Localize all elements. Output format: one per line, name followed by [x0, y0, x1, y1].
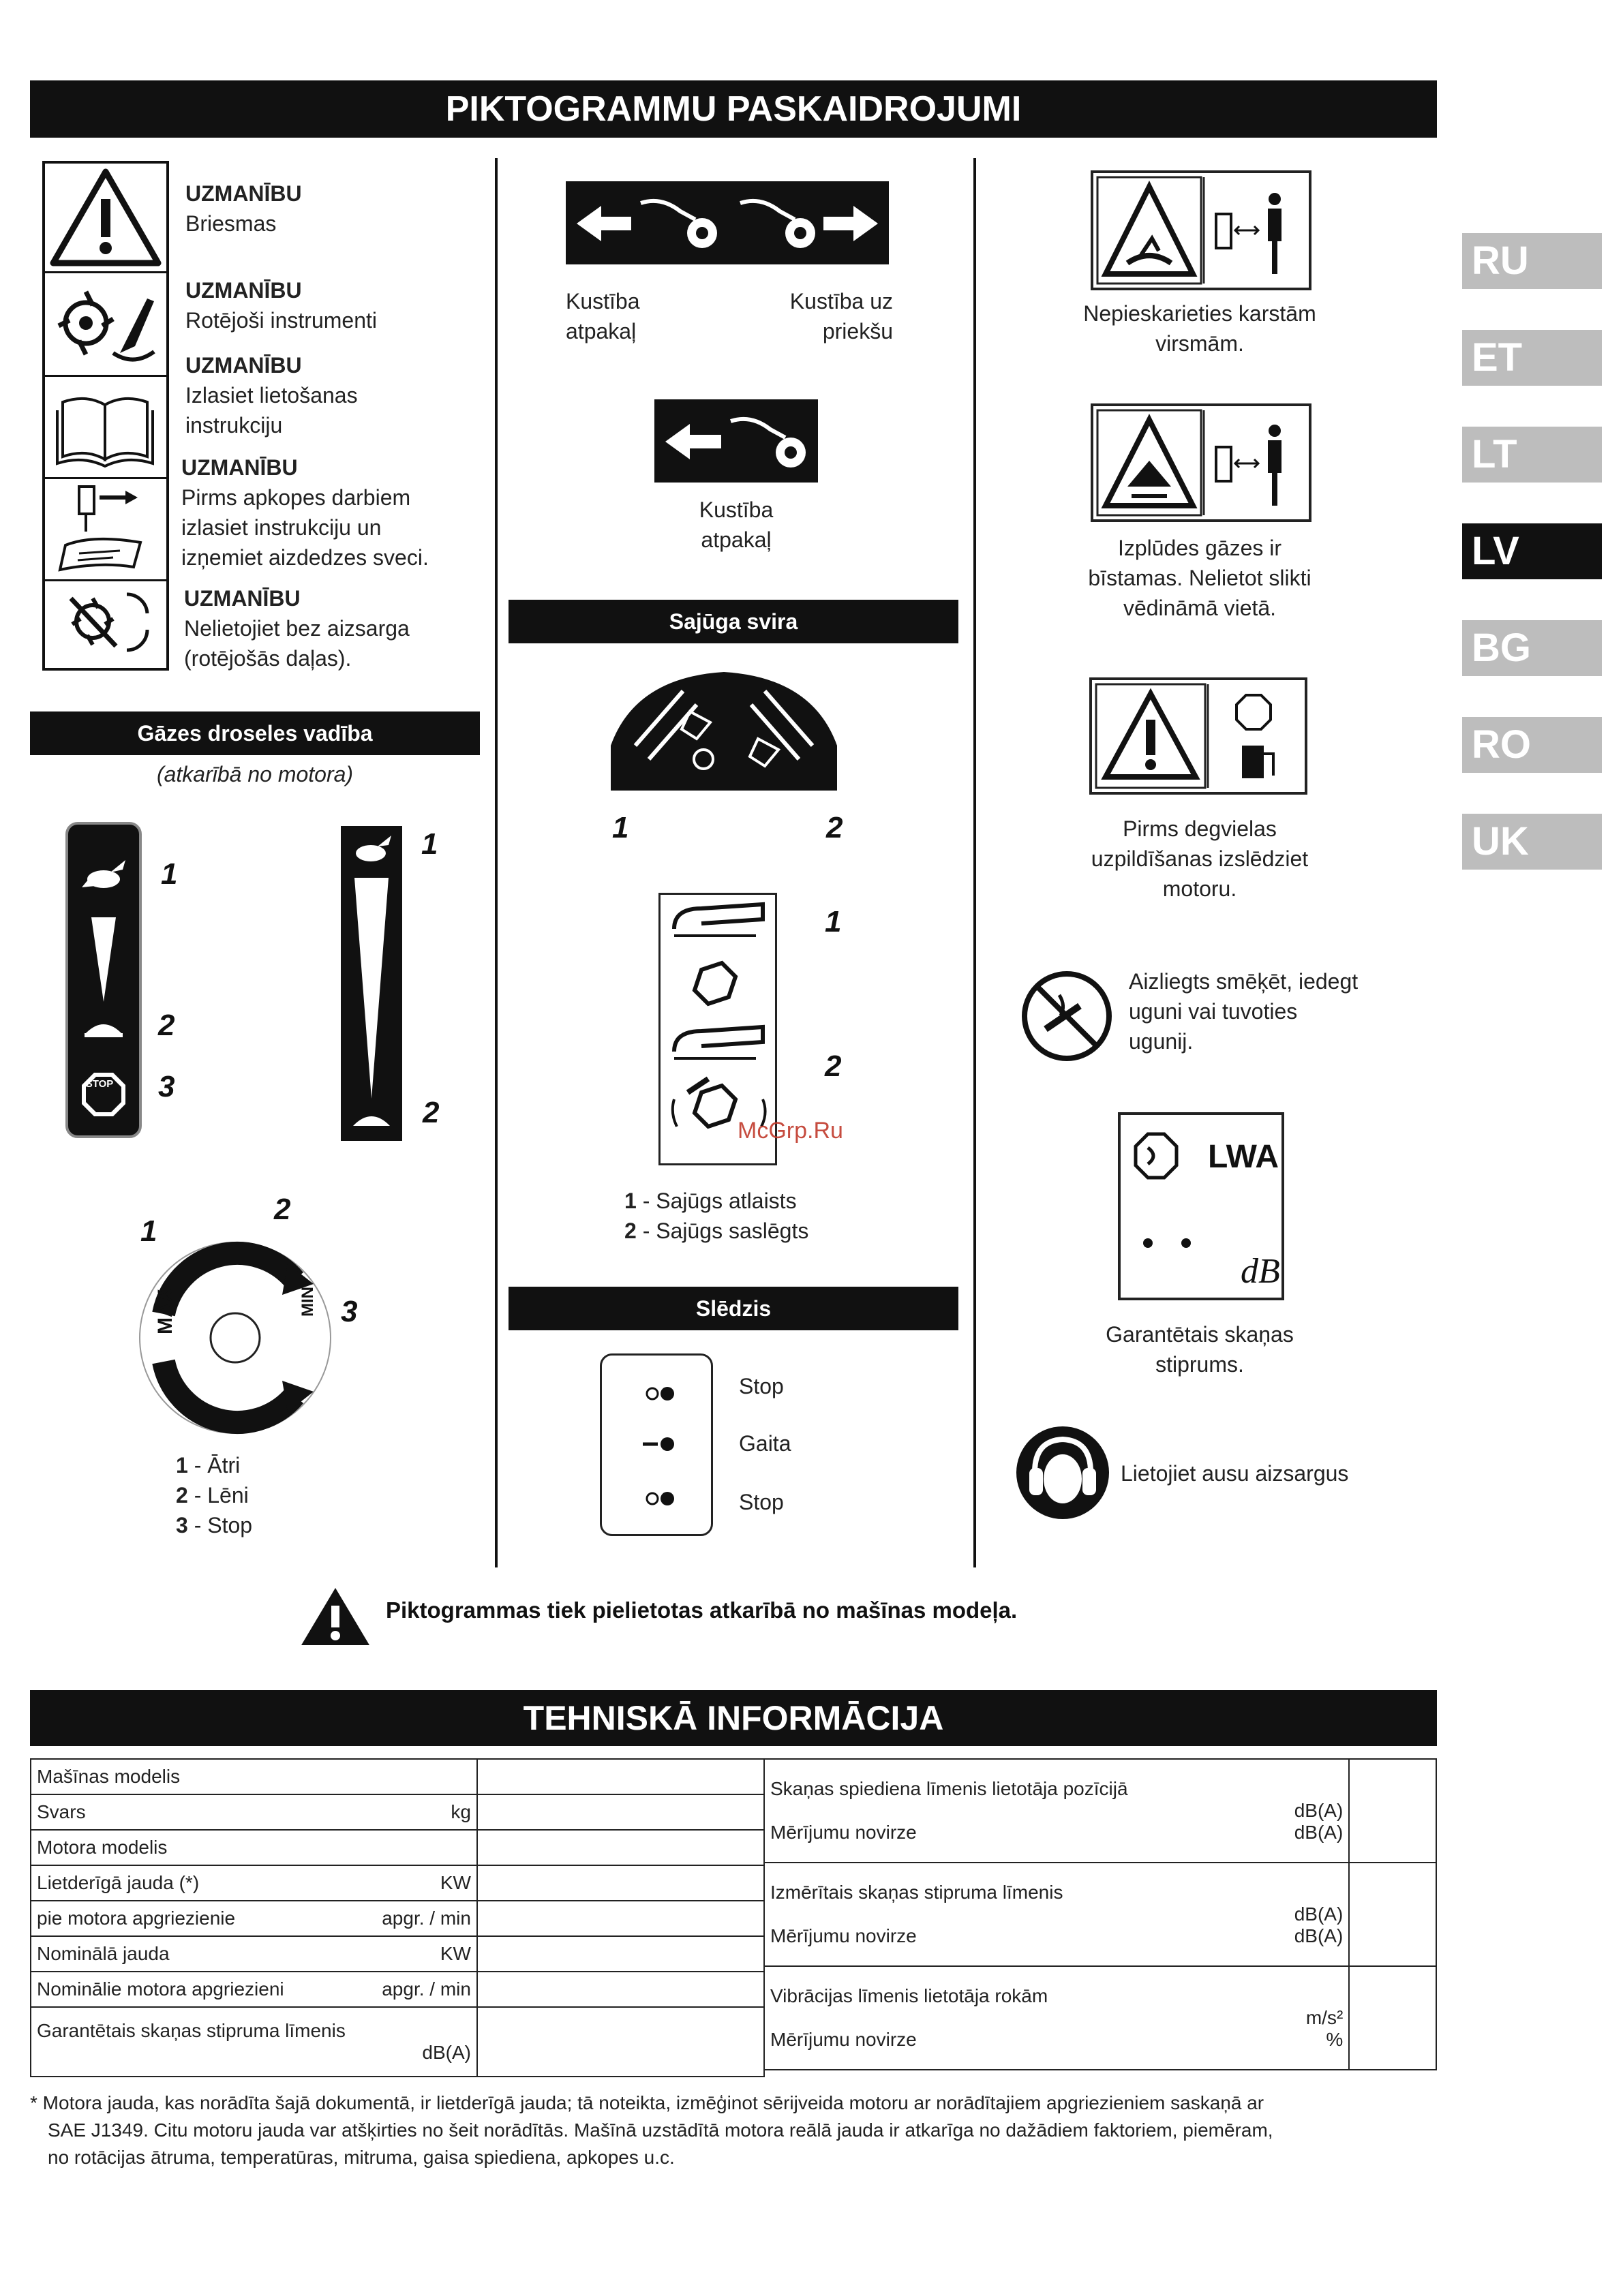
warning-line: Izlasiet lietošanas: [185, 383, 358, 408]
table-row: [31, 1936, 764, 1972]
label-line: Kustība: [566, 289, 640, 313]
label-line: uzpildīšanas izslēdziet: [1091, 846, 1309, 871]
value-cell: [1349, 1863, 1436, 1966]
label-line: bīstamas. Nelietot slikti: [1088, 566, 1311, 590]
knob-number: 2: [274, 1193, 291, 1226]
ear-protection-text: Lietojiet ausu aizsargus: [1121, 1461, 1349, 1486]
warning-icon-strip: [42, 161, 169, 671]
unit-text: dB(A): [422, 2042, 471, 2063]
warning-guard-text: [184, 583, 410, 673]
label-text: Garantētais skaņas stipruma līmenis: [37, 2020, 346, 2041]
column-divider: [973, 158, 976, 1567]
exhaust-gas-pictogram: [1091, 403, 1311, 522]
legend-text: Ātri: [207, 1453, 241, 1478]
sound-power-text: [1050, 1319, 1350, 1379]
warning-danger-text: [185, 179, 302, 239]
warning-line: izņemiet aizdedzes sveci.: [181, 545, 429, 570]
table-row: [764, 1759, 1436, 1863]
warning-heading: UZMANĪBU: [181, 455, 298, 480]
label-line: virsmām.: [1155, 331, 1244, 356]
label-text: Lietderīgā jauda (*): [37, 1872, 200, 1893]
clutch-section-header: Sajūga svira: [509, 600, 958, 643]
watermark: McGrp.Ru: [738, 1118, 843, 1144]
legend-text: Lēni: [207, 1483, 249, 1507]
warning-rotating-text: [185, 275, 377, 335]
label-line: Aizliegts smēķēt, iedegt: [1129, 969, 1359, 994]
throttle-lever-panel: [65, 822, 142, 1138]
knob-max-label: MAX: [154, 1289, 177, 1334]
label-text: Mērījumu novirze: [770, 1925, 917, 1946]
unit-text: apgr. / min: [382, 1978, 471, 2000]
label-line: Kustība uz: [789, 289, 893, 313]
ear-protection-icon: [1014, 1424, 1111, 1521]
table-row: [31, 1901, 764, 1936]
page-title-banner: [30, 80, 1437, 138]
warning-line: (rotējošās daļas).: [184, 646, 352, 671]
value-cell: [477, 1794, 764, 1830]
footnote: [30, 2090, 1441, 2171]
footnote-line: no rotācijas ātruma, temperatūras, mitruma, gaisa spiediena, apkopes u.c.: [48, 2147, 675, 2168]
cell-label: [31, 1936, 477, 1972]
knob-number: 3: [341, 1295, 358, 1328]
legend-text: Sajūgs saslēgts: [656, 1219, 809, 1243]
label-line: stiprums.: [1155, 1352, 1244, 1377]
warning-heading: UZMANĪBU: [184, 586, 301, 611]
rabbit-icon: [82, 860, 125, 888]
throttle-section-header: Gāzes droseles vadība: [30, 711, 480, 755]
tech-info-banner: [30, 1690, 1437, 1746]
throttle-knob[interactable]: [136, 1239, 334, 1437]
clutch-number: 2: [826, 811, 843, 844]
arrow-right-icon: [823, 206, 878, 241]
value-cell: [1349, 1966, 1436, 2070]
table-row: [31, 1830, 764, 1865]
label-line: uguni vai tuvoties: [1129, 999, 1298, 1024]
refuel-engine-off-pictogram: [1089, 677, 1307, 795]
warning-maintenance-text: [181, 453, 429, 572]
label-text: Vibrācijas līmenis lietotāja rokām: [770, 1985, 1048, 2006]
lang-tab-lt[interactable]: LT: [1462, 427, 1602, 483]
turtle-icon: [353, 1116, 390, 1126]
label-text: Nominālie motora apgriezieni: [37, 1978, 284, 2000]
throttle-number: 3: [158, 1070, 175, 1103]
no-smoking-text: [1129, 966, 1358, 1056]
warning-heading: UZMANĪBU: [185, 353, 302, 378]
reverse-pictogram: [654, 399, 818, 483]
movement-pictogram: [566, 181, 889, 264]
throttle-lever-panel-alt: [341, 826, 402, 1141]
warning-line: Rotējoši instrumenti: [185, 308, 377, 333]
cell-label: [764, 1759, 1349, 1863]
danger-icon: [45, 164, 166, 273]
label-line: Izplūdes gāzes ir: [1117, 536, 1282, 560]
warning-triangle-icon: [299, 1585, 372, 1648]
switch-section-header: Slēdzis: [509, 1287, 958, 1330]
table-row: [31, 2007, 764, 2077]
unit-text: apgr. / min: [382, 1908, 471, 1929]
lang-tab-uk[interactable]: UK: [1462, 814, 1602, 870]
table-row: [764, 1966, 1436, 2070]
unit-text: dB(A): [1294, 1800, 1344, 1821]
label-text: Svars: [37, 1801, 86, 1822]
knob-number: 1: [140, 1214, 157, 1248]
legend-number: 1: [624, 1189, 637, 1213]
label-text: Nominālā jauda: [37, 1943, 170, 1964]
exhaust-gas-text: [1050, 533, 1350, 623]
lang-tab-bg[interactable]: BG: [1462, 620, 1602, 676]
value-cell: [477, 1830, 764, 1865]
cell-label: [31, 1865, 477, 1901]
legend-number: 2: [624, 1219, 637, 1243]
label-text: Mērījumu novirze: [770, 2029, 917, 2050]
turtle-icon: [85, 1024, 123, 1037]
label-text: Izmērītais skaņas stipruma līmenis: [770, 1882, 1063, 1903]
footnote-line: * Motora jauda, kas norādīta šajā dokumentā, ir lietderīgā jauda; tā noteikta, izmēģinot sērijveida motoru ar norādītajiem apgriezieniem saskaņā ar: [30, 2092, 1264, 2113]
warning-manual-text: [185, 350, 358, 440]
lang-tab-ru[interactable]: RU: [1462, 233, 1602, 289]
page-title: PIKTOGRAMMU PASKAIDROJUMI: [445, 89, 1022, 129]
legend-number: 2: [176, 1483, 188, 1507]
table-row: [31, 1972, 764, 2007]
throttle-number: 1: [161, 857, 178, 891]
unit-text: dB(A): [1294, 1903, 1344, 1925]
value-cell: [1349, 1759, 1436, 1863]
unit-text: %: [1326, 2029, 1344, 2050]
cell-label: [31, 1972, 477, 2007]
throttle-subtitle: (atkarībā no motora): [156, 762, 354, 786]
tech-table-right: [763, 1758, 1437, 2070]
switch-run-label: Gaita: [739, 1431, 791, 1456]
no-guard-icon: [45, 579, 166, 668]
rotating-tools-icon: [45, 271, 166, 377]
legend-text: Stop: [207, 1513, 253, 1537]
warning-line: Briesmas: [185, 211, 277, 236]
pictogram-note: Piktogrammas tiek pielietotas atkarībā no mašīnas modeļa.: [386, 1597, 1018, 1623]
label-text: pie motora apgriezienie: [37, 1908, 236, 1929]
label-line: priekšu: [822, 319, 893, 343]
label-line: atpakaļ: [701, 527, 772, 552]
hot-surface-pictogram: [1091, 170, 1311, 290]
warning-heading: UZMANĪBU: [185, 278, 302, 303]
cell-label: [764, 1966, 1349, 2070]
value-cell: [477, 1936, 764, 1972]
legend-number: 1: [176, 1453, 188, 1478]
switch-stop-label: Stop: [739, 1374, 784, 1398]
refuel-text: [1050, 814, 1350, 904]
legend-text: Sajūgs atlaists: [656, 1189, 797, 1213]
label-line: Pirms degvielas: [1123, 816, 1277, 841]
label-text: Skaņas spiediena līmenis lietotāja pozīcijā: [770, 1778, 1128, 1799]
ignition-switch-icon[interactable]: [600, 1353, 713, 1536]
clutch-number: 1: [825, 905, 842, 938]
clutch-number: 1: [612, 811, 629, 844]
arrow-left-icon: [577, 206, 631, 241]
maintenance-spark-plug-icon: [45, 477, 166, 581]
value-cell: [477, 1759, 764, 1794]
label-line: Garantētais skaņas: [1106, 1322, 1294, 1347]
cell-label: Mašīnas modelis: [31, 1759, 477, 1794]
label-line: Kustība: [699, 498, 774, 522]
lang-tab-et[interactable]: ET: [1462, 330, 1602, 386]
lang-tab-ro[interactable]: RO: [1462, 717, 1602, 773]
lang-tab-lv[interactable]: LV: [1462, 523, 1602, 579]
warning-line: instrukciju: [185, 413, 283, 438]
warning-line: Pirms apkopes darbiem: [181, 485, 411, 510]
tech-table-left: [30, 1758, 765, 2077]
cell-label: [31, 2007, 477, 2077]
label-line: ugunij.: [1129, 1029, 1194, 1054]
hot-surface-text: [1050, 299, 1350, 358]
column-divider: [495, 158, 498, 1567]
table-row: [31, 1865, 764, 1901]
reverse-label: [654, 495, 818, 555]
label-text: Mērījumu novirze: [770, 1822, 917, 1843]
db-label: dB: [1241, 1252, 1280, 1291]
value-cell: [477, 1865, 764, 1901]
throttle-number: 1: [421, 827, 438, 861]
label-line: vēdināmā vietā.: [1123, 596, 1277, 620]
value-cell: [477, 1972, 764, 2007]
warning-line: Nelietojiet bez aizsarga: [184, 616, 410, 641]
unit-text: kg: [451, 1801, 471, 1822]
clutch-lever-icon: [608, 664, 840, 793]
switch-stop-label: Stop: [739, 1490, 784, 1514]
warning-heading: UZMANĪBU: [185, 181, 302, 206]
value-cell: [477, 1901, 764, 1936]
unit-text: KW: [440, 1872, 471, 1893]
table-row: [764, 1863, 1436, 1966]
unit-text: m/s²: [1305, 2007, 1344, 2028]
warning-line: izlasiet instrukciju un: [181, 515, 382, 540]
table-row: [31, 1794, 764, 1830]
unit-text: KW: [440, 1943, 471, 1964]
no-smoking-icon: [1018, 968, 1115, 1065]
table-row: [31, 1759, 764, 1794]
value-cell: [477, 2007, 764, 2077]
clutch-legend: 1 - Sajūgs atlaists 2 - Sajūgs saslēgts: [624, 1189, 809, 1243]
tech-info-title: TEHNISKĀ INFORMĀCIJA: [523, 1699, 944, 1737]
label-line: Nepieskarieties karstām: [1083, 301, 1316, 326]
throttle-number: 2: [158, 1009, 175, 1042]
rabbit-icon: [356, 836, 391, 861]
stop-label: STOP: [85, 1078, 114, 1090]
manual-book-icon: [45, 375, 166, 479]
movement-back-label: [566, 286, 640, 346]
cell-label: [764, 1863, 1349, 1966]
knob-min-label: MIN: [299, 1287, 317, 1317]
unit-text: dB(A): [1294, 1925, 1344, 1946]
legend-number: 3: [176, 1513, 188, 1537]
unit-text: dB(A): [1294, 1822, 1344, 1843]
cell-label: [31, 1794, 477, 1830]
footnote-line: SAE J1349. Citu motoru jauda var atšķirties no šeit norādītās. Mašīnā uzstādītā motora reālā jauda ir atkarīga no dažādiem faktoriem, piemēram,: [48, 2119, 1273, 2141]
arrow-left-icon: [665, 424, 721, 459]
lwa-label: LWA: [1208, 1139, 1279, 1175]
cell-label: [31, 1901, 477, 1936]
label-line: motoru.: [1162, 876, 1237, 901]
movement-forward-label: [750, 286, 893, 346]
throttle-legend: 1 - Ātri 2 - Lēni 3 - Stop: [176, 1453, 253, 1537]
cell-label: Motora modelis: [31, 1830, 477, 1865]
throttle-number: 2: [423, 1096, 440, 1129]
label-line: atpakaļ: [566, 319, 637, 343]
clutch-number: 2: [825, 1050, 842, 1083]
